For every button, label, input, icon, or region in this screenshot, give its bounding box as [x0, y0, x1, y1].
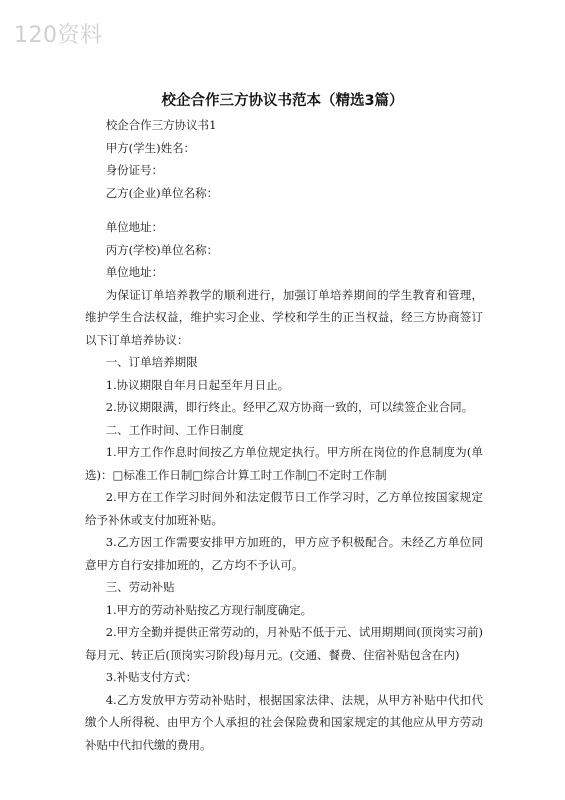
field-school-address: 单位地址： — [105, 265, 164, 279]
clause-heading-1: 一、订单培养期限 — [105, 355, 198, 369]
field-company-address: 单位地址： — [105, 220, 164, 234]
field-id-number: 身份证号： — [105, 163, 164, 177]
document-body — [85, 114, 483, 756]
document-title: 校企合作三方协议书范本（精选3篇） — [161, 93, 404, 109]
field-school-name: 丙方(学校)单位名称： — [105, 242, 219, 257]
clause-item: 2.协议期限满，即行终止。经甲乙双方协商一致的，可以续签企业合同。 — [105, 400, 474, 414]
clause-item: 1.甲方的劳动补贴按乙方现行制度确定。 — [105, 602, 313, 617]
clause-item: 4.乙方发放甲方劳动补贴时，根据国家法律、法规，从甲方补贴中代扣代缴个人所得税、由甲方个人承担的社会保险费和国家规定的其他应从甲方劳动补贴中代扣代缴的费用。 — [85, 692, 483, 752]
clause-item: 3.补贴支付方式： — [105, 670, 198, 684]
clause-heading-3: 三、劳动补贴 — [105, 580, 175, 594]
field-student-name: 甲方(学生)姓名： — [105, 140, 196, 155]
clause-heading-2: 二、工作时间、工作日制度 — [105, 422, 244, 437]
clause-item: 2.甲方全勤并提供正常劳动的，月补贴不低于元、试用期期间(顶岗实习前)每月元、转正后(顶岗实习阶段)每月元。(交通、餐费、住宿补贴包含在内) — [85, 625, 483, 662]
section-heading: 校企合作三方协议书1 — [105, 118, 217, 132]
clause-item: 3.乙方因工作需要安排甲方加班的，甲方应予积极配合。未经乙方单位同意甲方自行安排加班的，乙方均不予认可。 — [85, 535, 483, 572]
clause-item: 1.甲方工作作息时间按乙方单位规定执行。甲方所在岗位的作息制度为(单选)：□标准工作日制□综合计算工时工作制□不定时工作制 — [85, 445, 483, 482]
clause-item: 2.甲方在工作学习时间外和法定假节日工作学习时，乙方单位按国家规定给予补休或支付加班补贴。 — [85, 490, 483, 527]
preamble-paragraph: 为保证订单培养教学的顺利进行，加强订单培养期间的学生教育和管理，维护学生合法权益，维护实习企业、学校和学生的正当权益，经三方协商签订以下订单培养协议： — [85, 287, 483, 347]
clause-item: 1.协议期限自年月日起至年月日止。 — [105, 377, 290, 392]
field-company-name: 乙方(企业)单位名称： — [105, 185, 219, 200]
watermark-logo: 120资料 — [14, 23, 103, 48]
